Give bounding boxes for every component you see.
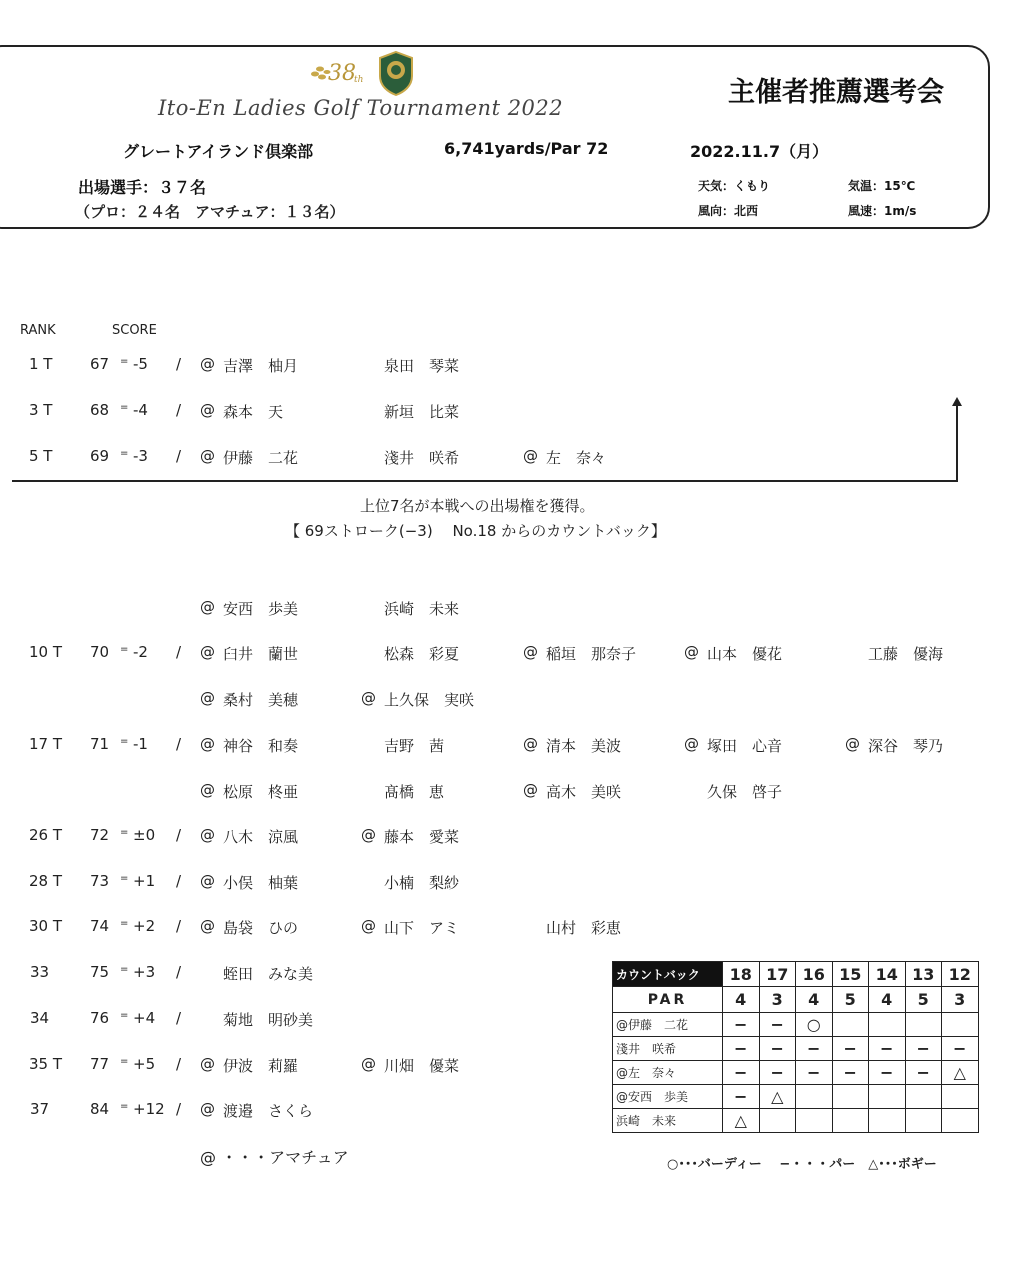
player-name: 吉澤 柚月 <box>223 357 299 375</box>
to-par: +3 <box>133 963 156 981</box>
amateur-mark: @ <box>200 355 215 373</box>
to-par: -2 <box>133 643 148 661</box>
player-name: 安西 歩美 <box>223 600 299 618</box>
countback-row <box>613 1085 979 1109</box>
countback-player: 淺井 咲希 <box>613 1037 723 1061</box>
to-par: +2 <box>133 917 156 935</box>
wind-direction: 風向：北西 <box>698 204 759 218</box>
player-name: 清本 美波 <box>546 737 622 755</box>
score-mark <box>905 1085 942 1109</box>
equals-sign: = <box>120 736 129 747</box>
to-par: +12 <box>133 1100 165 1118</box>
score: 68 <box>90 401 110 419</box>
hole-number: 15 <box>832 962 869 987</box>
score-mark: △ <box>759 1085 796 1109</box>
hole-par: 3 <box>759 987 796 1013</box>
amateur-mark: @ <box>200 872 215 890</box>
separator: / <box>176 1100 182 1118</box>
entrants-breakdown: （プロ：２４名 アマチュア：１３名） <box>75 203 345 221</box>
score-mark <box>796 1109 833 1133</box>
player-name: 八木 涼風 <box>223 828 299 846</box>
player-name: 高木 美咲 <box>546 783 622 801</box>
hole-number: 13 <box>905 962 942 987</box>
score: 73 <box>90 872 110 890</box>
amateur-mark: @ <box>684 643 699 661</box>
amateur-mark: @ <box>200 598 215 616</box>
separator: / <box>176 1055 182 1073</box>
player-name: 藤本 愛菜 <box>384 828 460 846</box>
player-name: 久保 啓子 <box>707 783 783 801</box>
to-par: ±0 <box>133 826 156 844</box>
amateur-mark: @ <box>523 781 538 799</box>
to-par: +4 <box>133 1009 156 1027</box>
hole-number: 14 <box>869 962 906 987</box>
amateur-mark: @ <box>200 1100 215 1118</box>
score-mark: − <box>905 1061 942 1085</box>
score-mark <box>905 1013 942 1037</box>
to-par: -5 <box>133 355 148 373</box>
weather: 天気：くもり <box>698 179 771 193</box>
rank: 37 <box>30 1100 50 1118</box>
separator: / <box>176 826 182 844</box>
player-name: 伊藤 二花 <box>223 449 299 467</box>
score-mark <box>905 1109 942 1133</box>
amateur-mark: @ <box>361 917 376 935</box>
score: 74 <box>90 917 110 935</box>
equals-sign: = <box>120 964 129 975</box>
amateur-mark: @ <box>200 643 215 661</box>
course-info: 6,741yards/Par 72 <box>444 139 609 158</box>
qualify-note: 上位7名が本戦への出場権を獲得。 <box>360 497 595 515</box>
player-name: 川畑 優菜 <box>384 1057 460 1075</box>
player-name: 左 奈々 <box>546 449 607 467</box>
separator: / <box>176 447 182 465</box>
player-name: 吉野 茜 <box>384 737 445 755</box>
player-name: 上久保 実咲 <box>384 691 475 709</box>
player-name: 髙橋 恵 <box>384 783 445 801</box>
score-mark: − <box>869 1061 906 1085</box>
score: 71 <box>90 735 110 753</box>
score-mark: ○ <box>796 1013 833 1037</box>
amateur-mark: @ <box>200 781 215 799</box>
score-mark <box>832 1085 869 1109</box>
hole-par: 4 <box>869 987 906 1013</box>
rank: 30 T <box>29 917 63 935</box>
player-name: 菊地 明砂美 <box>223 1011 314 1029</box>
score-mark: △ <box>942 1061 979 1085</box>
player-name: 山本 優花 <box>707 645 783 663</box>
equals-sign: = <box>120 644 129 655</box>
score: 75 <box>90 963 110 981</box>
player-name: 渡邉 さくら <box>223 1102 314 1120</box>
hole-par: 3 <box>942 987 979 1013</box>
player-name: 臼井 蘭世 <box>223 645 299 663</box>
to-par: -1 <box>133 735 148 753</box>
score-mark <box>942 1085 979 1109</box>
player-name: 伊波 莉羅 <box>223 1057 299 1075</box>
score-mark <box>832 1109 869 1133</box>
countback-table <box>612 961 979 1133</box>
anniversary-logo <box>306 52 370 92</box>
temperature: 気温：15℃ <box>848 179 916 193</box>
score-mark: − <box>759 1037 796 1061</box>
equals-sign: = <box>120 402 129 413</box>
player-name: 淺井 咲希 <box>384 449 460 467</box>
entrants: 出場選手：３７名 <box>78 178 207 197</box>
score-mark: − <box>796 1037 833 1061</box>
hole-number: 16 <box>796 962 833 987</box>
amateur-mark: @ <box>200 917 215 935</box>
score-mark <box>942 1013 979 1037</box>
amateur-mark: @ <box>523 735 538 753</box>
separator: / <box>176 643 182 661</box>
player-name: 泉田 琴菜 <box>384 357 460 375</box>
amateur-mark: @ <box>523 447 538 465</box>
rank: 34 <box>30 1009 50 1027</box>
rank: 5 T <box>29 447 53 465</box>
rank: 26 T <box>29 826 63 844</box>
countback-row <box>613 1037 979 1061</box>
player-name: 島袋 ひの <box>223 919 299 937</box>
score: 76 <box>90 1009 110 1027</box>
player-name: 神谷 和奏 <box>223 737 299 755</box>
player-name: 浜崎 未来 <box>384 600 460 618</box>
player-name: 松原 柊亜 <box>223 783 299 801</box>
score-mark: − <box>942 1037 979 1061</box>
amateur-mark: @ <box>523 643 538 661</box>
score-mark <box>869 1013 906 1037</box>
separator: / <box>176 917 182 935</box>
amateur-mark: @ <box>200 689 215 707</box>
separator: / <box>176 401 182 419</box>
to-par: +1 <box>133 872 156 890</box>
rank: 35 T <box>29 1055 63 1073</box>
event-date: 2022.11.7（月） <box>690 142 829 161</box>
score-mark <box>759 1109 796 1133</box>
player-name: 松森 彩夏 <box>384 645 460 663</box>
wind-speed: 風速：1m/s <box>848 204 917 218</box>
score-mark: − <box>723 1013 760 1037</box>
hole-number: 12 <box>942 962 979 987</box>
score-mark: − <box>869 1037 906 1061</box>
countback-title: カウントバック <box>613 962 723 987</box>
hole-par: 5 <box>905 987 942 1013</box>
score-mark: − <box>905 1037 942 1061</box>
player-name: 森本 天 <box>223 403 284 421</box>
to-par: +5 <box>133 1055 156 1073</box>
score-mark: − <box>759 1013 796 1037</box>
countback-note: 【 69ストローク(−3) No.18 からのカウントバック】 <box>285 522 666 540</box>
score: 72 <box>90 826 110 844</box>
tournament-title: Ito-En Ladies Golf Tournament 2022 <box>158 96 564 120</box>
player-name: 稲垣 那奈子 <box>546 645 637 663</box>
player-name: 塚田 心音 <box>707 737 783 755</box>
equals-sign: = <box>120 1101 129 1112</box>
separator: / <box>176 355 182 373</box>
score: 84 <box>90 1100 110 1118</box>
amateur-mark: @ <box>200 826 215 844</box>
to-par: -4 <box>133 401 148 419</box>
svg-text:38: 38 <box>328 61 356 86</box>
holes-row <box>613 962 979 987</box>
equals-sign: = <box>120 1056 129 1067</box>
player-name: 桑村 美穂 <box>223 691 299 709</box>
separator: / <box>176 735 182 753</box>
amateur-mark: @ <box>200 1055 215 1073</box>
rank: 10 T <box>29 643 63 661</box>
equals-sign: = <box>120 827 129 838</box>
amateur-mark: @ <box>200 447 215 465</box>
svg-text:th: th <box>354 75 364 85</box>
separator: / <box>176 963 182 981</box>
venue: グレートアイランド倶楽部 <box>123 142 314 161</box>
rank: 1 T <box>29 355 53 373</box>
rank: 33 <box>30 963 50 981</box>
to-par: -3 <box>133 447 148 465</box>
hole-number: 17 <box>759 962 796 987</box>
score-mark <box>869 1085 906 1109</box>
player-name: 山下 アミ <box>384 919 460 937</box>
countback-player: @左 奈々 <box>613 1061 723 1085</box>
amateur-mark: @ <box>845 735 860 753</box>
player-name: 新垣 比菜 <box>384 403 460 421</box>
event-name: 主催者推薦選考会 <box>728 77 944 108</box>
countback-player: @安西 歩美 <box>613 1085 723 1109</box>
player-name: 小俣 柚葉 <box>223 874 299 892</box>
hole-par: 5 <box>832 987 869 1013</box>
equals-sign: = <box>120 448 129 459</box>
par-row <box>613 987 979 1013</box>
countback-row <box>613 1109 979 1133</box>
rank-header: RANK <box>20 323 56 338</box>
par-label: PAR <box>613 987 723 1013</box>
score: 67 <box>90 355 110 373</box>
score-mark: − <box>723 1085 760 1109</box>
hole-par: 4 <box>796 987 833 1013</box>
player-name: 深谷 琴乃 <box>868 737 944 755</box>
score-mark <box>869 1109 906 1133</box>
score-mark: − <box>832 1037 869 1061</box>
countback-player: 浜崎 未来 <box>613 1109 723 1133</box>
equals-sign: = <box>120 356 129 367</box>
hole-par: 4 <box>723 987 760 1013</box>
qualify-cut-line <box>10 396 965 488</box>
score: 77 <box>90 1055 110 1073</box>
score-mark: − <box>796 1061 833 1085</box>
hole-number: 18 <box>723 962 760 987</box>
amateur-mark: @ <box>200 735 215 753</box>
rank: 17 T <box>29 735 63 753</box>
club-emblem <box>376 50 416 96</box>
rank: 28 T <box>29 872 63 890</box>
countback-row <box>613 1013 979 1037</box>
equals-sign: = <box>120 918 129 929</box>
amateur-mark: @ <box>200 401 215 419</box>
score-mark: − <box>759 1061 796 1085</box>
equals-sign: = <box>120 873 129 884</box>
amateur-mark: @ <box>684 735 699 753</box>
score-mark: △ <box>723 1109 760 1133</box>
amateur-mark: @ <box>361 1055 376 1073</box>
rank: 3 T <box>29 401 53 419</box>
countback-row <box>613 1061 979 1085</box>
score-header: SCORE <box>112 323 157 338</box>
separator: / <box>176 872 182 890</box>
score-mark <box>942 1109 979 1133</box>
countback-player: @伊藤 二花 <box>613 1013 723 1037</box>
player-name: 工藤 優海 <box>868 645 944 663</box>
player-name: 小楠 梨紗 <box>384 874 460 892</box>
amateur-legend: @ ・・・アマチュア <box>200 1148 349 1167</box>
score: 70 <box>90 643 110 661</box>
score-mark: − <box>723 1037 760 1061</box>
amateur-mark: @ <box>361 826 376 844</box>
score-mark: − <box>832 1061 869 1085</box>
equals-sign: = <box>120 1010 129 1021</box>
score: 69 <box>90 447 110 465</box>
separator: / <box>176 1009 182 1027</box>
score-mark: − <box>723 1061 760 1085</box>
amateur-mark: @ <box>361 689 376 707</box>
player-name: 山村 彩恵 <box>546 919 622 937</box>
score-mark <box>832 1013 869 1037</box>
score-mark <box>796 1085 833 1109</box>
countback-legend: ○･･･バーディー −・・・パー △･･･ボギー <box>667 1157 937 1172</box>
player-name: 蛭田 みな美 <box>223 965 314 983</box>
